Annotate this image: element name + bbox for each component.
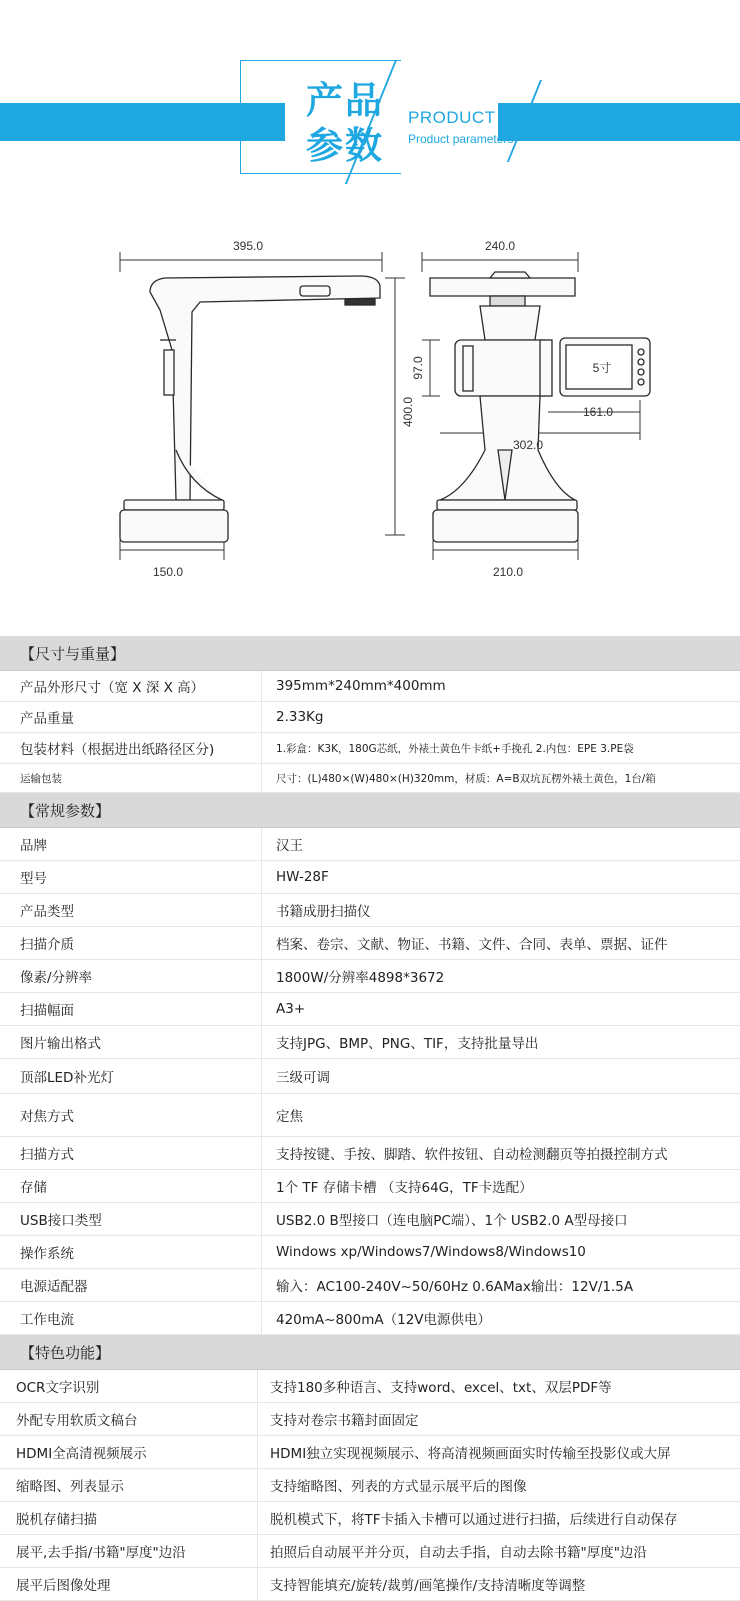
row-value: USB2.0 B型接口（连电脑PC端）、1个 USB2.0 A型母接口 [276, 1213, 628, 1229]
row-value: 1800W/分辨率4898*3672 [276, 970, 445, 986]
dim-front-base: 210.0 [492, 565, 524, 579]
table-row [0, 828, 740, 861]
table-row [0, 1269, 740, 1302]
row-label: 展平,去手指/书籍"厚度"边沿 [0, 1535, 258, 1567]
row-value: 395mm*240mm*400mm [276, 678, 446, 694]
row-label: HDMI全高清视频展示 [0, 1436, 258, 1468]
row-value: HDMI独立实现视频展示、将高清视频画面实时传输至投影仪或大屏 [270, 1446, 671, 1462]
row-label: 对焦方式 [0, 1094, 262, 1136]
table-row [0, 1436, 740, 1469]
row-label: 外配专用软质文稿台 [0, 1403, 258, 1435]
product-drawing [0, 200, 740, 620]
row-value: 支持180多种语言、支持word、excel、txt、双层PDF等 [270, 1380, 612, 1396]
row-value: 脱机模式下，将TF卡插入卡槽可以通过进行扫描，后续进行自动保存 [270, 1512, 678, 1528]
side-view [120, 276, 380, 542]
table-row [0, 1170, 740, 1203]
row-value: A3+ [276, 1001, 306, 1017]
row-label: USB接口类型 [0, 1203, 262, 1235]
dim-front-arm: 161.0 [582, 405, 614, 419]
front-view [430, 272, 650, 542]
row-label: 缩略图、列表显示 [0, 1469, 258, 1501]
row-value: 支持对卷宗书籍封面固定 [270, 1413, 419, 1429]
row-label: 扫描介质 [0, 927, 262, 959]
row-label: 扫描方式 [0, 1137, 262, 1169]
table-row [0, 733, 740, 764]
table-row [0, 1302, 740, 1335]
title-cn-line2: 参数 [306, 124, 384, 167]
section-header-size-weight: 【尺寸与重量】 [0, 636, 740, 671]
table-row [0, 702, 740, 733]
table-row [0, 1502, 740, 1535]
table-row [0, 1059, 740, 1094]
row-value: 支持智能填充/旋转/裁剪/画笔操作/支持清晰度等调整 [270, 1578, 586, 1594]
dim-front-reach: 302.0 [512, 438, 544, 452]
table-row [0, 1203, 740, 1236]
row-label: 图片输出格式 [0, 1026, 262, 1058]
row-value: 定焦 [276, 1109, 303, 1125]
row-label: OCR文字识别 [0, 1370, 258, 1402]
title-cn-line1: 产品 [306, 79, 384, 122]
dim-side-height: 400.0 [401, 396, 415, 428]
row-label: 产品重量 [0, 702, 262, 732]
row-label: 存储 [0, 1170, 262, 1202]
row-label: 展平后图像处理 [0, 1568, 258, 1600]
row-value: HW-28F [276, 869, 329, 885]
row-label: 品牌 [0, 828, 262, 860]
dim-front-tray: 97.0 [411, 356, 425, 380]
table-row [0, 1094, 740, 1137]
table-row [0, 993, 740, 1026]
table-row [0, 960, 740, 993]
table-row [0, 1026, 740, 1059]
row-label: 扫描幅面 [0, 993, 262, 1025]
row-value: 1个 TF 存储卡槽 （支持64G，TF卡选配） [276, 1180, 533, 1196]
row-label: 包装材料（根据进出纸路径区分) [0, 733, 262, 763]
dim-front-width: 240.0 [484, 239, 516, 253]
banner-bar-right [498, 103, 740, 141]
dim-side-width: 395.0 [232, 239, 264, 253]
row-label: 产品外形尺寸（宽 X 深 X 高） [0, 671, 262, 701]
row-value: 档案、卷宗、文献、物证、书籍、文件、合同、表单、票据、证件 [276, 937, 668, 953]
row-value: 2.33Kg [276, 709, 324, 725]
table-row [0, 1535, 740, 1568]
row-value: 三级可调 [276, 1070, 330, 1086]
row-label: 运输包装 [0, 764, 262, 792]
table-row [0, 1370, 740, 1403]
row-label: 脱机存储扫描 [0, 1502, 258, 1534]
row-label: 顶部LED补光灯 [0, 1059, 262, 1093]
row-value: 1.彩盒：K3K，180G芯纸，外裱土黄色牛卡纸+手挽孔 2.内包：EPE 3.PE袋 [276, 742, 634, 755]
table-row [0, 927, 740, 960]
screen-size-label: 5寸 [592, 361, 612, 375]
table-row [0, 1236, 740, 1269]
row-value: 拍照后自动展平并分页，自动去手指，自动去除书籍"厚度"边沿 [270, 1545, 647, 1561]
row-label: 工作电流 [0, 1302, 262, 1334]
table-row [0, 1469, 740, 1502]
table-row [0, 1137, 740, 1170]
row-value: 支持缩略图、列表的方式显示展平后的图像 [270, 1479, 527, 1495]
row-value: 汉王 [276, 838, 303, 854]
section-header-features: 【特色功能】 [0, 1335, 740, 1370]
row-value: 书籍成册扫描仪 [276, 904, 371, 920]
row-label: 型号 [0, 861, 262, 893]
row-label: 像素/分辨率 [0, 960, 262, 992]
dim-side-base: 150.0 [152, 565, 184, 579]
row-value: 支持JPG、BMP、PNG、TIF，支持批量导出 [276, 1036, 539, 1052]
table-row [0, 1403, 740, 1436]
row-label: 产品类型 [0, 894, 262, 926]
row-value: Windows xp/Windows7/Windows8/Windows10 [276, 1244, 586, 1260]
table-row [0, 764, 740, 793]
row-label: 电源适配器 [0, 1269, 262, 1301]
subtitle-en: Product parameters [408, 132, 514, 146]
row-value: 420mA~800mA（12V电源供电） [276, 1312, 492, 1328]
table-row [0, 671, 740, 702]
table-row [0, 861, 740, 894]
spec-table [0, 636, 740, 1601]
row-value: 支持按键、手按、脚踏、软件按钮、自动检测翻页等拍摄控制方式 [276, 1147, 668, 1163]
table-row [0, 894, 740, 927]
title-en: PRODUCT [408, 108, 496, 127]
row-value: 输入：AC100-240V~50/60Hz 0.6AMax输出：12V/1.5A [276, 1279, 634, 1295]
row-label: 操作系统 [0, 1236, 262, 1268]
table-row [0, 1568, 740, 1601]
row-value: 尺寸：(L)480×(W)480×(H)320mm，材质：A=B双坑瓦楞外裱土黄色，1台/箱 [276, 772, 656, 785]
section-header-general: 【常规参数】 [0, 793, 740, 828]
